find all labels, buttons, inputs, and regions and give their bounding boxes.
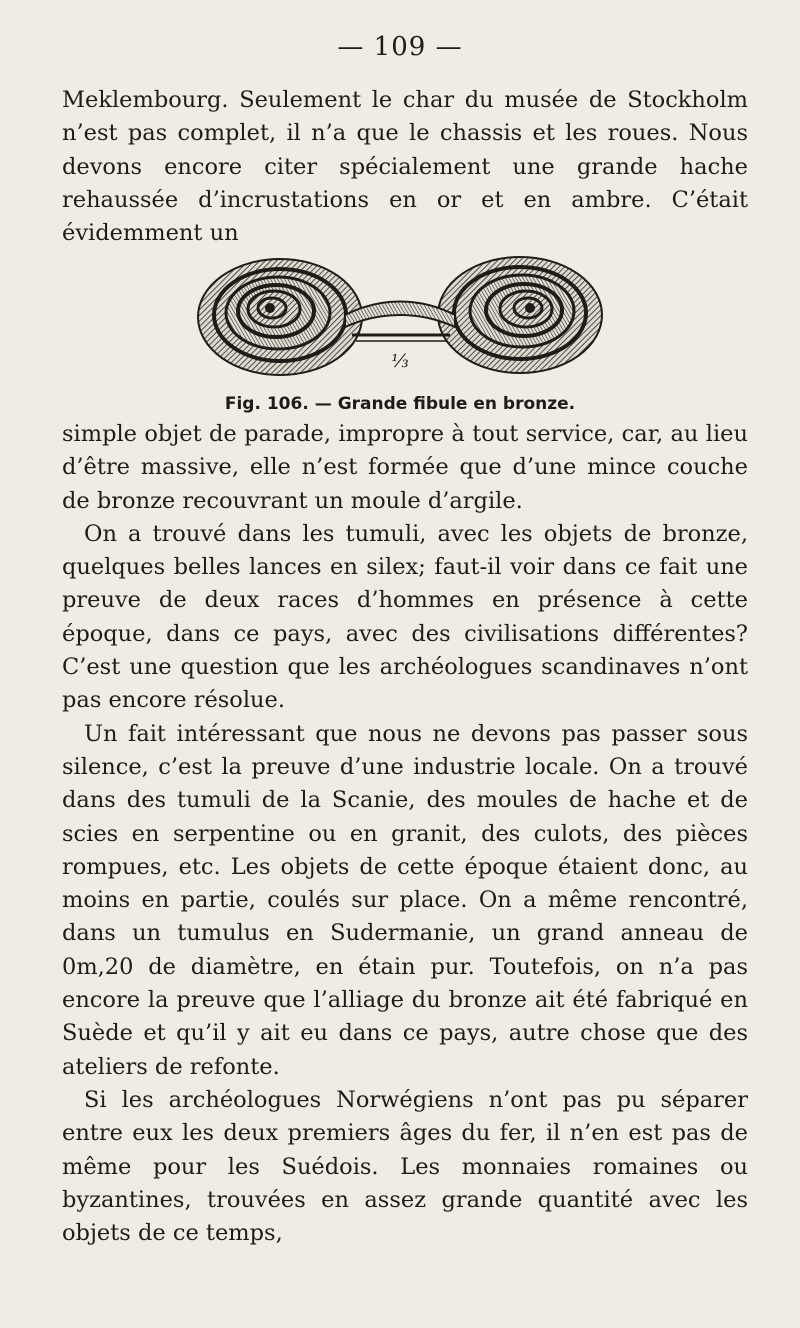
- text-block-bottom: [62, 418, 748, 1250]
- scale-mark: ⅓: [391, 351, 409, 372]
- fibula-bow: [345, 302, 455, 342]
- text-block-top: [62, 84, 748, 250]
- paragraph: Un fait intéressant que nous ne devons pas passer sous silence, c’est la preuve d’une industrie locale. On a trouvé dans des tumuli de la Scanie, des moules de hache et de scies en serpentine ou en granit, des culots, des pièces rompues, etc. Les objets de cette époque étaient donc, au moins en partie, coulés sur place. On a même rencontré, dans un tumulus en Sudermanie, un grand anneau de 0m,20 de diamètre, en étain pur. Toutefois, on n’a pas encore la preuve que l’alliage du bronze ait été fabriqué en Suède et qu’il y ait eu dans ce pays, autre chose que des ateliers de refonte.: [62, 720, 748, 1080]
- fibula-illustration: [180, 255, 620, 380]
- paragraph: simple objet de parade, impropre à tout service, car, au lieu d’être massive, elle n’est formée que d’une mince couche de bronze recouvrant un moule d’argile.: [62, 421, 748, 514]
- left-spiral-disc: [198, 259, 362, 375]
- figure-caption: [0, 394, 800, 414]
- paragraph: On a trouvé dans les tumuli, avec les objets de bronze, quelques belles lances en silex; faut-il voir dans ce fait une preuve de deux races d’hommes en présence à cette époque, dans ce pays, avec des civilisations différentes? C’est une question que les archéologues scandinaves n’ont pas encore résolue.: [62, 520, 748, 714]
- figure-title: — Grande fibule en bronze.: [314, 394, 576, 414]
- figure-label: Fig. 106.: [224, 394, 309, 414]
- page-number: — 109 —: [337, 32, 463, 62]
- bronze-fibula-drawing: [180, 255, 620, 380]
- paragraph: Meklembourg. Seulement le char du musée de Stockholm n’est pas complet, il n’a que le chassis et les roues. Nous devons encore citer spécialement une grande hache rehaussée d’incrustations en or et en ambre. C’était évidemment un: [62, 87, 748, 247]
- right-spiral-disc: [438, 257, 602, 373]
- paragraph: Si les archéologues Norwégiens n’ont pas pu séparer entre eux les deux premiers âges du fer, il n’en est pas de même pour les Suédois. Les monnaies romaines ou byzantines, trouvées en assez grande quantité avec les objets de ce temps,: [62, 1086, 748, 1247]
